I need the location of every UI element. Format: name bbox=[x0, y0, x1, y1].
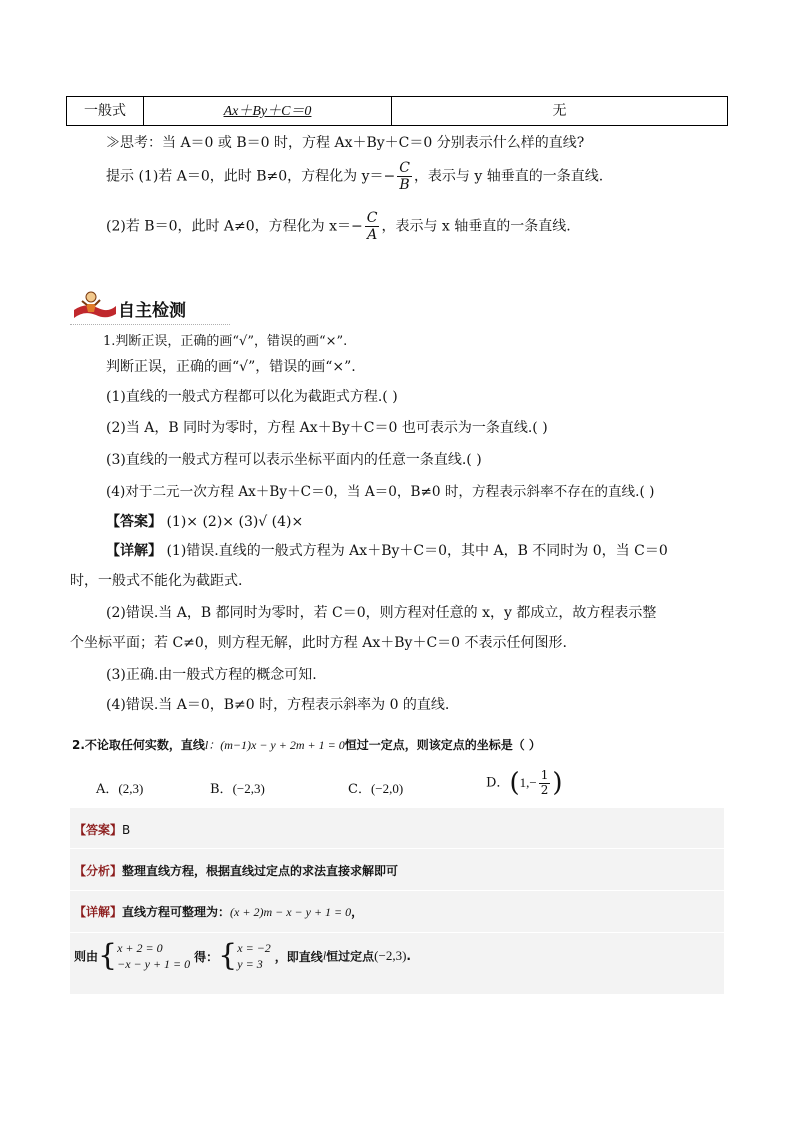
table-cell-name: 一般式 bbox=[67, 97, 144, 125]
q1-item-2: (2)当 A，B 同时为零时，方程 Ax＋By＋C＝0 也可表示为一条直线.( ) bbox=[106, 420, 548, 436]
q2-stem bbox=[72, 736, 541, 753]
fraction-c-over-b: $\frac{C}{B}$ bbox=[399, 160, 410, 194]
q2-stem-equation: l：(m−1)x − y + 2m + 1 = 0 bbox=[204, 738, 345, 752]
q1-item-3: (3)直线的一般式方程可以表示坐标平面内的任意一条直线.( ) bbox=[106, 452, 482, 468]
hint-line-2 bbox=[106, 210, 571, 243]
q2-stem-prefix: 2.不论取任何实数，直线 bbox=[72, 738, 205, 752]
think-line bbox=[106, 132, 584, 152]
q2-analysis-text: 整理直线方程，根据直线过定点的求法直接求解即可 bbox=[122, 864, 399, 878]
hint-line-1 bbox=[106, 160, 603, 193]
detail-1a-text: (1)错误.直线的一般式方程为 Ax＋By＋C＝0，其中 A，B 不同时为 0，当 C＝0 bbox=[166, 543, 668, 559]
think-text: 当 A＝0 或 B＝0 时，方程 Ax＋By＋C＝0 分别表示什么样的直线? bbox=[162, 135, 585, 151]
q1-detail-1b: 时，一般式不能化为截距式. bbox=[70, 573, 243, 589]
q2-detail-text: 直线方程可整理为： bbox=[122, 905, 231, 919]
q2-option-c: C．(−2,0) bbox=[348, 781, 404, 797]
section-banner-icon bbox=[72, 288, 118, 322]
answer-label: 【答案】 bbox=[106, 514, 162, 530]
system-equations-2: x = −2 y = 3 bbox=[237, 941, 271, 971]
fraction-one-half: $\frac{1}{2}$ bbox=[540, 767, 549, 797]
section-title: 自主检测 bbox=[118, 301, 186, 321]
hint-2-prefix: (2)若 B＝0，此时 A≠0，方程化为 x＝− bbox=[106, 218, 363, 235]
formula-text: Ax＋By＋C＝0 bbox=[223, 104, 312, 119]
section-underline bbox=[70, 324, 230, 325]
q1-stem: 1.判断正误，正确的画“√”，错误的画“×”. bbox=[103, 334, 348, 349]
q2-option-a: A．(2,3) bbox=[96, 781, 144, 797]
q1-item-1: (1)直线的一般式方程都可以化为截距式方程.( ) bbox=[106, 389, 398, 405]
hint-2-suffix: ，表示与 x 轴垂直的一条直线. bbox=[381, 218, 571, 235]
q1-item-4: (4)对于二元一次方程 Ax＋By＋C＝0，当 A＝0，B≠0 时，方程表示斜率不存在的直线.( ) bbox=[106, 484, 655, 500]
q1-stem-repeat: 判断正误，正确的画“√”，错误的画“×”. bbox=[106, 359, 356, 375]
fraction-c-over-a: $\frac{C}{A}$ bbox=[366, 210, 378, 244]
q1-detail-1a bbox=[106, 540, 668, 560]
definition-table bbox=[66, 96, 728, 126]
hint-1-prefix: 提示 (1)若 A＝0，此时 B≠0，方程化为 y＝− bbox=[106, 168, 396, 185]
q2-system-line: 则由{ x + 2 = 0 −x − y + 1 = 0 得：{ x = −2 y = 3 ，即直线l恒过定点(−2,3). bbox=[74, 938, 411, 973]
q1-answer bbox=[106, 511, 303, 531]
box-divider bbox=[70, 890, 724, 891]
q2-analysis bbox=[74, 862, 398, 879]
system-equations-1: x + 2 = 0 −x − y + 1 = 0 bbox=[117, 941, 191, 971]
answer-text: (1)× (2)× (3)√ (4)× bbox=[166, 514, 304, 530]
q2-detail: 【详解】直线方程可整理为：(x + 2)m − x − y + 1 = 0， bbox=[74, 905, 364, 919]
box-divider bbox=[70, 932, 724, 933]
table-cell-formula bbox=[144, 97, 392, 125]
q2-detail-label: 【详解】 bbox=[74, 905, 123, 919]
q2-answer bbox=[74, 821, 130, 838]
hint-1-suffix: ，表示与 y 轴垂直的一条直线. bbox=[413, 168, 604, 185]
table-cell-condition: 无 bbox=[552, 103, 567, 119]
detail-label: 【详解】 bbox=[106, 543, 162, 559]
think-label: 思考： bbox=[120, 135, 162, 151]
q2-option-d: D．(1,− $\frac{1}{2}$ ) bbox=[486, 767, 563, 798]
q2-answer-label: 【答案】 bbox=[74, 823, 123, 837]
q2-option-b: B．(−2,3) bbox=[210, 781, 265, 797]
box-divider bbox=[70, 848, 724, 849]
q1-detail-2b: 个坐标平面；若 C≠0，则方程无解，此时方程 Ax＋By＋C＝0 不表示任何图形. bbox=[70, 635, 567, 651]
q1-detail-3: (3)正确.由一般式方程的概念可知. bbox=[106, 667, 317, 683]
double-arrow-icon: ≫ bbox=[106, 135, 120, 151]
q1-detail-4: (4)错误.当 A＝0，B≠0 时，方程表示斜率为 0 的直线. bbox=[106, 697, 450, 713]
q2-analysis-label: 【分析】 bbox=[74, 864, 123, 878]
q2-answer-value: B bbox=[122, 823, 131, 837]
q1-detail-2a: (2)错误.当 A，B 都同时为零时，若 C＝0，则方程对任意的 x，y 都成立，故方程表示整 bbox=[106, 605, 657, 621]
q2-stem-suffix: 恒过一定点，则该定点的坐标是（ ） bbox=[344, 738, 541, 752]
q2-detail-equation: (x + 2)m − x − y + 1 = 0 bbox=[230, 905, 352, 919]
